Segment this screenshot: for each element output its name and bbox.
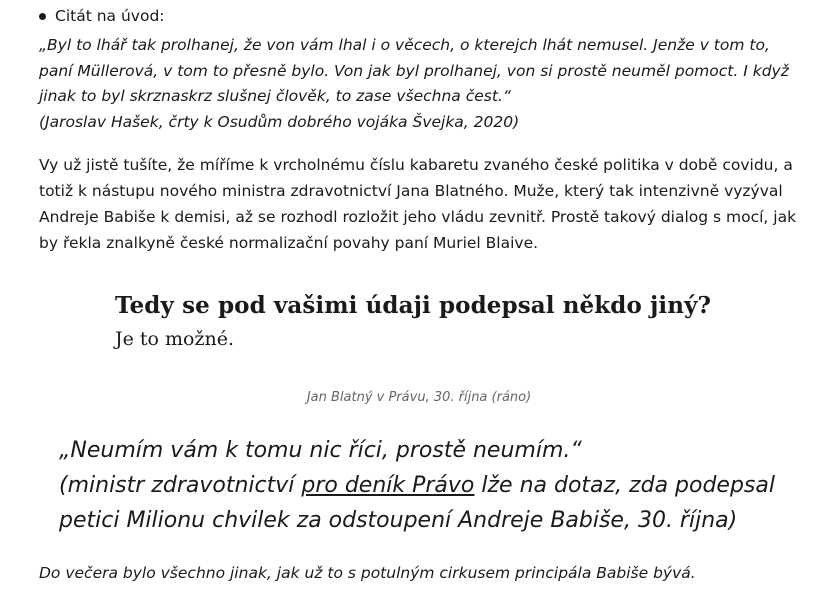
intro-quote-text: „Byl to lhář tak prolhanej, že von vám lhal i o věcech, o kterejch lhát nemusel. Jenže v tom to, paní Müllerová, v tom to přesně bylo. Von jak byl prolhanej, von si prostě neuměl pomoct. I když jinak to byl skrznaskrz slušnej člověk, to zase všechna čest.“ bbox=[39, 36, 789, 105]
closing-line: Do večera bylo všechno jinak, jak už to s potulným cirkusem principála Babiše bývá. bbox=[39, 564, 696, 582]
bullet-label: Citát na úvod: bbox=[55, 7, 165, 25]
body-paragraph: Vy už jistě tušíte, že míříme k vrcholnému číslu kabaretu zvaného české politika v době covidu, a totiž k nástupu nového ministra zdravotnictví Jana Blatného. Muže, který tak intenzivně vyzýval Andreje Babiše k demisi, až se rozhodl rozložit jeho vládu zevnitř. Prostě takový dialog s mocí, jak by řekla znalkyně české normalizační povahy paní Muriel Blaive. bbox=[39, 156, 797, 252]
pull-quote-suffix: lže na dotaz, zda podepsal petici Milionu chvilek za odstoupení Andreje Babiše, 30. října) bbox=[59, 473, 775, 533]
bullet-item bbox=[39, 6, 165, 26]
pull-quote-line: „Neumím vám k tomu nic říci, prostě neumím.“ bbox=[59, 438, 582, 463]
interview-question: Tedy se pod vašimi údaji podepsal někdo jiný? bbox=[115, 292, 712, 319]
pull-quote bbox=[59, 433, 829, 538]
bullet-dot-icon bbox=[39, 13, 46, 20]
pull-quote-source bbox=[59, 468, 829, 538]
intro-quote-attribution: (Jaroslav Hašek, črty k Osudům dobrého vojáka Švejka, 2020) bbox=[39, 112, 520, 131]
intro-quote bbox=[39, 33, 799, 135]
pravo-link[interactable]: pro deník Právo bbox=[301, 473, 475, 498]
image-caption: Jan Blatný v Právu, 30. října (ráno) bbox=[306, 390, 532, 405]
interview-excerpt bbox=[115, 290, 711, 354]
pull-quote-prefix: (ministr zdravotnictví bbox=[59, 473, 302, 498]
interview-answer: Je to možné. bbox=[115, 328, 235, 350]
